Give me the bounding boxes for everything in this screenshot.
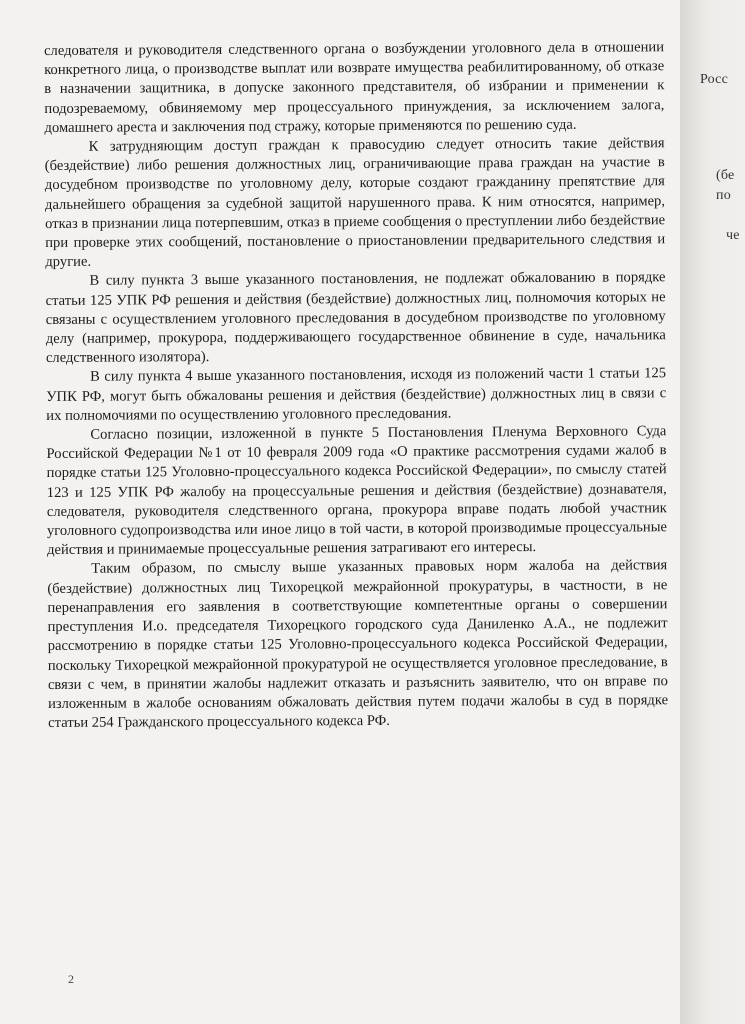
- paragraph-6: Таким образом, по смыслу выше указанных правовых норм жалоба на действия (бездействие) должностных лиц Тихорецкой межрайонной прокуратуры, в частности, в не перенаправления его заявления в соответствующие компетентные органы о совершении преступления И.о. председателя Тихорецкого городского суда Даниленко А.А., не подлежит рассмотрению в порядке статьи 125 Уголовно-процессуального кодекса Российской Федерации, поскольку Тихорецкой межрайонной прокуратурой не осуществляется уголовное преследование, в связи с чем, в принятии жалобы надлежит отказать и разъяснить заявителю, что он вправе по изложенным в жалобе основаниям обжаловать действия путем подачи жалобы в суд в порядке статьи 254 Гражданского процессуального кодекса РФ.: [47, 557, 669, 732]
- next-page-edge: [680, 0, 745, 1024]
- next-page-fragment-2: (бе: [716, 168, 735, 183]
- paragraph-1: следователя и руководителя следственного органа о возбуждении уголовного дела в отношении конкретного лица, о производстве выплат или возврате имущества реабилитированному, об отказе в назначении защитника, в допуске законного представителя, об избрании и применении к подозреваемому, обвиняемому мер процессуального принуждения, за исключением залога, домашнего ареста и заключения под стражу, которые применяются по решению суда.: [44, 39, 665, 136]
- next-page-fragment-3: по: [716, 188, 731, 203]
- paragraph-4: В силу пункта 4 выше указанного постановления, исходя из положений части 1 статьи 125 УПК РФ, могут быть обжалованы решения и действия (бездействие) должностных лиц в связи с их полномочиями по осуществлению уголовного преследования.: [46, 365, 667, 424]
- next-page-fragment-4: че: [726, 228, 740, 243]
- paragraph-3: В силу пункта 3 выше указанного постановления, не подлежат обжалованию в порядке статьи 125 УПК РФ решения и действия (бездействие) должностных лиц, полномочия которых не связаны с осуществлением уголовного преследования в досудебном производстве по уголовному делу (например, прокурора, поддерживающего государственное обвинение в суде, начальника следственного изолятора).: [45, 269, 666, 367]
- paragraph-2: К затрудняющим доступ граждан к правосудию следует относить такие действия (бездействие) либо решения должностных лиц, ограничивающие права граждан на участие в досудебном производстве по уголовному делу, которые создают гражданину препятствие для дальнейшего обращения за судебной защитой нарушенного права. К ним относятся, например, отказ в признании лица потерпевшим, отказ в приеме сообщения о преступлении либо бездействие при проверке этих сообщений, постановление о приостановлении предварительного следствия и другие.: [44, 135, 666, 271]
- page-number: 2: [68, 972, 74, 986]
- paragraph-5: Согласно позиции, изложенной в пункте 5 Постановления Пленума Верховного Суда Российской Федерации №1 от 10 февраля 2009 года «О практике рассмотрения судами жалоб в порядке статьи 125 Уголовно-процессуального кодекса Российской Федерации», по смыслу статей 123 и 125 УПК РФ жалобу на процессуальные решения и действия (бездействие) дознавателя, следователя, руководителя следственного органа, прокурора вправе подать любой участник уголовного судопроизводства или иное лицо в той части, в которой производимые процессуальные действия и принимаемые процессуальные решения затрагивают его интересы.: [46, 423, 668, 559]
- document-body: [44, 38, 668, 733]
- next-page-fragment-1: Росс: [700, 72, 729, 87]
